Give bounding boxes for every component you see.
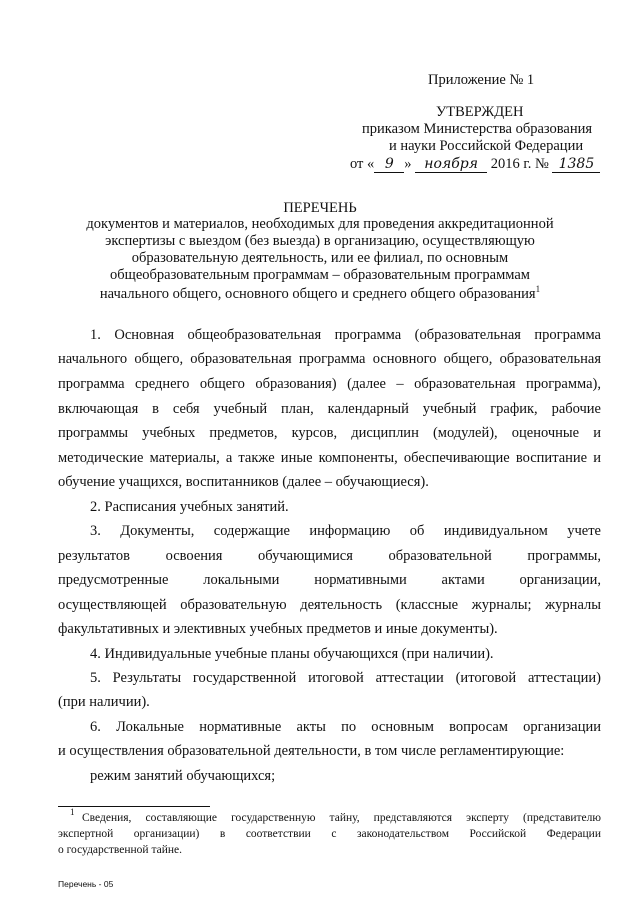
date-mid: » — [404, 156, 412, 172]
date-year: 2016 г. № — [490, 156, 549, 172]
page-footer-label: Перечень - 05 — [58, 879, 114, 889]
p5-line-1: 5. Результаты государственной итоговой аттестации (итоговой аттестации) — [90, 670, 601, 686]
footnote-line-2: экспертной организации) в соответствии с законодательством Российской Федерации — [58, 828, 601, 840]
footnote-line-1: Сведения, составляющие государственную тайну, представляются эксперту (представителю — [82, 812, 601, 824]
p3-line-3: предусмотренные локальными нормативными актами организации, — [58, 572, 601, 588]
footnote-separator — [58, 806, 210, 807]
order-date-line — [350, 156, 600, 173]
p1-line-4: включающая в себя учебный план, календарный учебный график, рабочие — [58, 401, 601, 417]
p1-line-1: 1. Основная общеобразовательная программа (образовательная программа — [90, 327, 601, 343]
p6-line-1: 6. Локальные нормативные акты по основным вопросам организации — [90, 719, 601, 735]
p6-line-2: и осуществления образовательной деятельности, в том числе регламентирующие: — [58, 743, 565, 759]
title-line-1: документов и материалов, необходимых для проведения аккредитационной — [86, 216, 554, 232]
title-line-5 — [0, 284, 640, 303]
p4-line: 4. Индивидуальные учебные планы обучающихся (при наличии). — [90, 646, 494, 662]
p1-line-3: программа среднего общего образования) (далее – образовательная программа), — [58, 376, 601, 392]
p5-line-2: (при наличии). — [58, 694, 150, 710]
document-heading: ПЕРЕЧЕНЬ — [283, 200, 357, 216]
footnote-mark: 1 — [70, 807, 75, 817]
date-month: ноября — [415, 156, 487, 173]
p7-line: режим занятий обучающихся; — [90, 768, 276, 784]
order-line-1: приказом Министерства образования — [362, 121, 593, 137]
title-line-2: экспертизы с выездом (без выезда) в организацию, осуществляющую — [105, 233, 535, 249]
p3-line-4: осуществляющей образовательную деятельность (классные журналы; журналы — [58, 597, 601, 613]
order-number: 1385 — [552, 156, 600, 173]
title-line-4: общеобразовательным программам – образовательным программам — [110, 267, 530, 283]
title-footnote-mark: 1 — [535, 284, 541, 294]
p1-line-5: программы учебных предметов, курсов, дисциплин (модулей), оценочные и — [58, 425, 601, 441]
p2-line: 2. Расписания учебных занятий. — [90, 499, 289, 515]
p3-line-1: 3. Документы, содержащие информацию об индивидуальном учете — [90, 523, 601, 539]
approved-label: УТВЕРЖДЕН — [436, 104, 524, 120]
title-line-5-text: начального общего, основного общего и среднего общего образования — [99, 285, 536, 302]
footnote-line-3: о государственной тайне. — [58, 844, 183, 856]
date-prefix: от « — [350, 156, 375, 172]
p3-line-2: результатов освоения обучающимися образовательной программы, — [58, 548, 601, 564]
p1-line-6: методические материалы, а также иные компоненты, обеспечивающие воспитание и — [58, 450, 601, 466]
p1-line-7: обучение учащихся, воспитанников (далее – обучающиеся). — [58, 474, 429, 490]
order-line-2: и науки Российской Федерации — [389, 138, 584, 154]
appendix-label: Приложение № 1 — [428, 72, 535, 88]
p1-line-2: начального общего, образовательная программа основного общего, образовательная — [58, 351, 601, 367]
p3-line-5: факультативных и элективных учебных предметов и иные документы). — [58, 621, 498, 637]
date-day: 9 — [374, 156, 404, 173]
title-line-3: образовательную деятельность, или ее филиал, по основным — [131, 250, 509, 266]
